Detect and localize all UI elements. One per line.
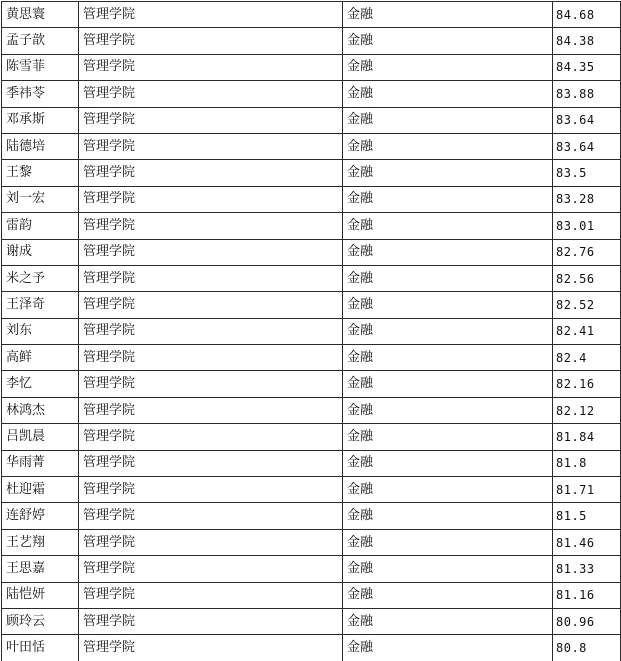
student-name-cell: 刘一宏 — [2, 186, 79, 212]
table-row — [2, 28, 621, 54]
major-cell: 金融 — [343, 213, 553, 239]
student-name-cell: 谢成 — [2, 239, 79, 265]
student-name-cell: 米之予 — [2, 265, 79, 291]
table-row — [2, 133, 621, 159]
college-cell: 管理学院 — [79, 186, 343, 212]
student-name-cell: 陆恺妍 — [2, 582, 79, 608]
score-cell: 83.64 — [553, 133, 621, 159]
major-cell: 金融 — [343, 424, 553, 450]
major-cell: 金融 — [343, 265, 553, 291]
table-row — [2, 81, 621, 107]
major-cell: 金融 — [343, 186, 553, 212]
score-cell: 82.12 — [553, 397, 621, 423]
major-cell: 金融 — [343, 28, 553, 54]
major-cell: 金融 — [343, 160, 553, 186]
major-cell: 金融 — [343, 81, 553, 107]
score-cell: 81.71 — [553, 477, 621, 503]
student-name-cell: 高鲜 — [2, 345, 79, 371]
college-cell: 管理学院 — [79, 292, 343, 318]
college-cell: 管理学院 — [79, 556, 343, 582]
score-cell: 81.46 — [553, 529, 621, 555]
college-cell: 管理学院 — [79, 2, 343, 28]
table-row — [2, 424, 621, 450]
score-cell: 83.64 — [553, 107, 621, 133]
table-row — [2, 608, 621, 634]
student-name-cell: 雷韵 — [2, 213, 79, 239]
student-name-cell: 连舒婷 — [2, 503, 79, 529]
table-row — [2, 318, 621, 344]
major-cell: 金融 — [343, 345, 553, 371]
college-cell: 管理学院 — [79, 107, 343, 133]
college-cell: 管理学院 — [79, 160, 343, 186]
table-row — [2, 371, 621, 397]
student-name-cell: 王思嘉 — [2, 556, 79, 582]
major-cell: 金融 — [343, 397, 553, 423]
major-cell: 金融 — [343, 556, 553, 582]
score-cell: 82.4 — [553, 345, 621, 371]
table-row — [2, 292, 621, 318]
score-cell: 82.41 — [553, 318, 621, 344]
student-name-cell: 顾玲云 — [2, 608, 79, 634]
table-row — [2, 107, 621, 133]
table-row — [2, 477, 621, 503]
student-name-cell: 王泽奇 — [2, 292, 79, 318]
student-name-cell: 陆德培 — [2, 133, 79, 159]
score-cell: 84.35 — [553, 54, 621, 80]
score-cell: 80.96 — [553, 608, 621, 634]
college-cell: 管理学院 — [79, 397, 343, 423]
college-cell: 管理学院 — [79, 81, 343, 107]
score-cell: 82.56 — [553, 265, 621, 291]
table-row — [2, 2, 621, 28]
major-cell: 金融 — [343, 54, 553, 80]
college-cell: 管理学院 — [79, 133, 343, 159]
college-cell: 管理学院 — [79, 345, 343, 371]
major-cell: 金融 — [343, 477, 553, 503]
major-cell: 金融 — [343, 133, 553, 159]
score-cell: 81.84 — [553, 424, 621, 450]
score-cell: 83.01 — [553, 213, 621, 239]
table-row — [2, 186, 621, 212]
table-row — [2, 54, 621, 80]
student-name-cell: 刘东 — [2, 318, 79, 344]
college-cell: 管理学院 — [79, 213, 343, 239]
score-cell: 84.38 — [553, 28, 621, 54]
score-cell: 84.68 — [553, 2, 621, 28]
table-row — [2, 160, 621, 186]
student-name-cell: 杜迎霜 — [2, 477, 79, 503]
score-cell: 81.5 — [553, 503, 621, 529]
score-cell: 83.28 — [553, 186, 621, 212]
table-row — [2, 239, 621, 265]
student-name-cell: 孟子歆 — [2, 28, 79, 54]
table-row — [2, 582, 621, 608]
major-cell: 金融 — [343, 107, 553, 133]
college-cell: 管理学院 — [79, 424, 343, 450]
score-cell: 81.8 — [553, 450, 621, 476]
college-cell: 管理学院 — [79, 529, 343, 555]
score-cell: 83.5 — [553, 160, 621, 186]
score-cell: 82.16 — [553, 371, 621, 397]
college-cell: 管理学院 — [79, 239, 343, 265]
table-row — [2, 529, 621, 555]
college-cell: 管理学院 — [79, 54, 343, 80]
table-row — [2, 213, 621, 239]
college-cell: 管理学院 — [79, 582, 343, 608]
college-cell: 管理学院 — [79, 608, 343, 634]
college-cell: 管理学院 — [79, 635, 343, 661]
major-cell: 金融 — [343, 582, 553, 608]
student-name-cell: 华雨菁 — [2, 450, 79, 476]
student-name-cell: 林鸿杰 — [2, 397, 79, 423]
major-cell: 金融 — [343, 503, 553, 529]
table-row — [2, 635, 621, 661]
student-name-cell: 王黎 — [2, 160, 79, 186]
score-cell: 81.33 — [553, 556, 621, 582]
major-cell: 金融 — [343, 292, 553, 318]
major-cell: 金融 — [343, 450, 553, 476]
major-cell: 金融 — [343, 529, 553, 555]
college-cell: 管理学院 — [79, 265, 343, 291]
college-cell: 管理学院 — [79, 318, 343, 344]
major-cell: 金融 — [343, 2, 553, 28]
student-name-cell: 李忆 — [2, 371, 79, 397]
major-cell: 金融 — [343, 318, 553, 344]
student-name-cell: 吕凯晨 — [2, 424, 79, 450]
major-cell: 金融 — [343, 239, 553, 265]
table-row — [2, 265, 621, 291]
student-name-cell: 黄思寰 — [2, 2, 79, 28]
college-cell: 管理学院 — [79, 28, 343, 54]
student-name-cell: 叶田恬 — [2, 635, 79, 661]
table-row — [2, 397, 621, 423]
score-cell: 83.88 — [553, 81, 621, 107]
table-row — [2, 345, 621, 371]
score-cell: 81.16 — [553, 582, 621, 608]
score-table — [1, 1, 621, 661]
table-row — [2, 450, 621, 476]
major-cell: 金融 — [343, 635, 553, 661]
student-name-cell: 邓承斯 — [2, 107, 79, 133]
student-name-cell: 陈雪菲 — [2, 54, 79, 80]
score-cell: 82.52 — [553, 292, 621, 318]
score-cell: 80.8 — [553, 635, 621, 661]
student-name-cell: 王艺翔 — [2, 529, 79, 555]
college-cell: 管理学院 — [79, 477, 343, 503]
major-cell: 金融 — [343, 371, 553, 397]
college-cell: 管理学院 — [79, 371, 343, 397]
college-cell: 管理学院 — [79, 503, 343, 529]
student-name-cell: 季祎苓 — [2, 81, 79, 107]
college-cell: 管理学院 — [79, 450, 343, 476]
major-cell: 金融 — [343, 608, 553, 634]
score-cell: 82.76 — [553, 239, 621, 265]
table-row — [2, 503, 621, 529]
table-row — [2, 556, 621, 582]
score-table-body — [2, 2, 621, 661]
